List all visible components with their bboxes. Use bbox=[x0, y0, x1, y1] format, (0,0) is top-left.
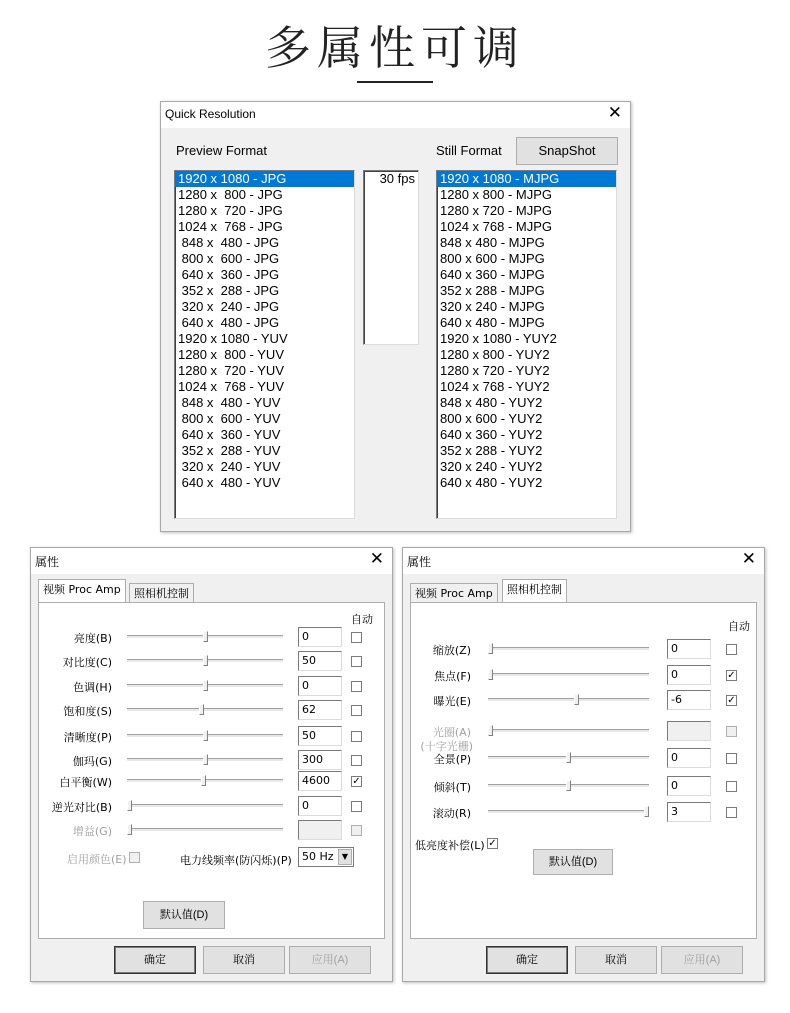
list-item[interactable]: 1920 x 1080 - MJPG bbox=[437, 171, 616, 187]
list-item[interactable]: 848 x 480 - JPG bbox=[178, 235, 280, 250]
list-item[interactable]: 640 x 360 - YUY2 bbox=[440, 427, 543, 442]
value-field[interactable]: 0 bbox=[667, 776, 711, 796]
preview-format-label: Preview Format bbox=[176, 143, 268, 158]
slider-thumb[interactable] bbox=[488, 669, 493, 680]
value-field[interactable]: 4600 bbox=[298, 771, 342, 791]
value-field[interactable]: 0 bbox=[298, 796, 342, 816]
list-item[interactable]: 352 x 288 - MJPG bbox=[440, 283, 545, 298]
list-item[interactable]: 1280 x 720 - MJPG bbox=[440, 203, 552, 218]
slider-thumb[interactable] bbox=[644, 806, 649, 817]
title-bar bbox=[161, 102, 630, 128]
list-item[interactable]: 800 x 600 - YUV bbox=[178, 411, 281, 426]
auto-checkbox[interactable] bbox=[351, 681, 362, 692]
row-label-secondary: (十字光栅) bbox=[420, 740, 473, 753]
list-item[interactable]: 352 x 288 - YUV bbox=[178, 443, 281, 458]
powerline-frequency-value: 50 Hz bbox=[302, 850, 334, 863]
value-field[interactable]: 3 bbox=[667, 802, 711, 822]
list-item[interactable]: 640 x 480 - YUY2 bbox=[440, 475, 543, 490]
close-icon[interactable]: ✕ bbox=[369, 549, 384, 569]
row-label: 曝光(E) bbox=[433, 695, 471, 708]
list-item[interactable]: 320 x 240 - JPG bbox=[178, 299, 280, 314]
list-item[interactable]: 1920 x 1080 - YUV bbox=[178, 331, 288, 346]
list-item[interactable]: 640 x 480 - JPG bbox=[178, 315, 280, 330]
row-label: 饱和度(S) bbox=[63, 705, 112, 718]
default-button[interactable]: 默认值(D) bbox=[533, 849, 613, 875]
slider-track[interactable] bbox=[127, 804, 283, 808]
slider-track[interactable] bbox=[488, 647, 649, 651]
properties-dialog-proc-amp bbox=[30, 547, 393, 982]
auto-checkbox[interactable] bbox=[351, 755, 362, 766]
slider-thumb[interactable] bbox=[199, 704, 204, 715]
row-label: 增益(G) bbox=[72, 825, 112, 838]
tab-video-proc-amp[interactable]: 视频 Proc Amp bbox=[410, 583, 498, 603]
powerline-frequency-select[interactable] bbox=[298, 847, 354, 867]
properties-dialog-camera-control bbox=[402, 547, 765, 982]
slider-thumb[interactable] bbox=[574, 694, 579, 705]
list-item[interactable]: 1280 x 720 - JPG bbox=[178, 203, 283, 218]
row-label: 倾斜(T) bbox=[433, 781, 471, 794]
list-item[interactable]: 320 x 240 - YUY2 bbox=[440, 459, 543, 474]
slider-thumb[interactable] bbox=[203, 730, 208, 741]
list-item[interactable]: 352 x 288 - JPG bbox=[178, 283, 280, 298]
list-item[interactable]: 1024 x 768 - JPG bbox=[178, 219, 283, 234]
slider-track[interactable] bbox=[127, 708, 283, 712]
slider-thumb[interactable] bbox=[566, 752, 571, 763]
cancel-button[interactable]: 取消 bbox=[203, 946, 285, 974]
slider-track[interactable] bbox=[488, 698, 649, 702]
list-item[interactable]: 1280 x 800 - MJPG bbox=[440, 187, 552, 202]
title-bar bbox=[31, 548, 392, 574]
tab-video-proc-amp[interactable]: 视频 Proc Amp bbox=[38, 579, 126, 602]
row-label: 滚动(R) bbox=[432, 807, 471, 820]
value-field bbox=[298, 820, 342, 840]
value-field[interactable]: 0 bbox=[298, 627, 342, 647]
auto-checkbox[interactable] bbox=[351, 731, 362, 742]
list-item[interactable]: 1280 x 720 - YUY2 bbox=[440, 363, 550, 378]
powerline-frequency-label: 电力线频率(防闪烁)(P) bbox=[180, 854, 292, 867]
auto-checkbox[interactable] bbox=[351, 632, 362, 643]
value-field[interactable]: 0 bbox=[667, 639, 711, 659]
list-item[interactable]: 640 x 360 - YUV bbox=[178, 427, 281, 442]
default-button[interactable]: 默认值(D) bbox=[143, 901, 225, 929]
slider-thumb[interactable] bbox=[203, 655, 208, 666]
list-item[interactable]: 848 x 480 - MJPG bbox=[440, 235, 545, 250]
list-item[interactable]: 800 x 600 - MJPG bbox=[440, 251, 545, 266]
chevron-down-icon[interactable]: ▼ bbox=[338, 849, 352, 865]
list-item[interactable]: 640 x 360 - MJPG bbox=[440, 267, 545, 282]
apply-button[interactable]: 应用(A) bbox=[289, 946, 371, 974]
list-item[interactable]: 1024 x 768 - MJPG bbox=[440, 219, 552, 234]
auto-checkbox[interactable] bbox=[726, 753, 737, 764]
preview-format-list[interactable] bbox=[174, 170, 355, 519]
row-label: 清晰度(P) bbox=[63, 731, 112, 744]
value-field[interactable]: 0 bbox=[667, 665, 711, 685]
fps-list[interactable] bbox=[363, 170, 419, 345]
tab-camera-control[interactable]: 照相机控制 bbox=[129, 583, 194, 603]
value-field[interactable]: 0 bbox=[667, 748, 711, 768]
row-label: 逆光对比(B) bbox=[51, 801, 112, 814]
color-enable-label: 启用颜色(E) bbox=[67, 853, 127, 866]
list-item[interactable]: 1280 x 720 - YUV bbox=[178, 363, 284, 378]
close-icon[interactable]: ✕ bbox=[741, 549, 756, 569]
row-label: 伽玛(G) bbox=[72, 755, 112, 768]
row-label: 白平衡(W) bbox=[59, 776, 112, 789]
list-item[interactable]: 352 x 288 - YUY2 bbox=[440, 443, 543, 458]
cancel-button[interactable]: 取消 bbox=[575, 946, 657, 974]
list-item[interactable]: 1280 x 800 - YUV bbox=[178, 347, 284, 362]
auto-checkbox[interactable]: ✓ bbox=[727, 695, 736, 706]
title-bar bbox=[403, 548, 764, 574]
close-icon[interactable]: ✕ bbox=[607, 103, 622, 123]
list-item[interactable]: 800 x 600 - YUY2 bbox=[440, 411, 543, 426]
slider-track[interactable] bbox=[488, 729, 649, 733]
value-field[interactable]: 50 bbox=[298, 651, 342, 671]
slider-track[interactable] bbox=[488, 673, 649, 677]
auto-checkbox[interactable] bbox=[351, 801, 362, 812]
row-label: 对比度(C) bbox=[62, 656, 112, 669]
list-item[interactable]: 1280 x 800 - YUY2 bbox=[440, 347, 550, 362]
list-item[interactable]: 640 x 480 - YUV bbox=[178, 475, 281, 490]
auto-column-header: 自动 bbox=[728, 620, 750, 633]
row-label: 色调(H) bbox=[73, 681, 112, 694]
snapshot-button[interactable]: SnapShot bbox=[516, 137, 618, 165]
list-item[interactable]: 800 x 600 - JPG bbox=[178, 251, 280, 266]
value-field[interactable]: -6 bbox=[667, 690, 711, 710]
list-item[interactable]: 848 x 480 - YUY2 bbox=[440, 395, 543, 410]
list-item[interactable]: 1920 x 1080 - YUY2 bbox=[440, 331, 557, 346]
auto-checkbox bbox=[726, 726, 737, 737]
ok-button[interactable]: 确定 bbox=[114, 946, 196, 974]
slider-thumb[interactable] bbox=[201, 775, 206, 786]
heading-underline bbox=[357, 81, 433, 83]
apply-button[interactable]: 应用(A) bbox=[661, 946, 743, 974]
row-label: 缩放(Z) bbox=[432, 644, 471, 657]
auto-checkbox[interactable] bbox=[726, 781, 737, 792]
list-item[interactable]: 1920 x 1080 - JPG bbox=[175, 171, 354, 187]
auto-column-header: 自动 bbox=[351, 613, 373, 626]
row-label: 全景(P) bbox=[433, 753, 471, 766]
list-item[interactable]: 320 x 240 - YUV bbox=[178, 459, 281, 474]
low-light-compensation-checkbox[interactable]: ✓ bbox=[488, 838, 497, 849]
list-item[interactable]: 1024 x 768 - YUV bbox=[178, 379, 284, 394]
slider-thumb[interactable] bbox=[566, 780, 571, 791]
slider-thumb[interactable] bbox=[488, 643, 493, 654]
ok-button[interactable]: 确定 bbox=[486, 946, 568, 974]
window-title: 属性 bbox=[407, 555, 432, 569]
list-item[interactable]: 1024 x 768 - YUY2 bbox=[440, 379, 550, 394]
auto-checkbox[interactable] bbox=[726, 807, 737, 818]
slider-track[interactable] bbox=[488, 810, 649, 814]
color-enable-checkbox bbox=[129, 852, 140, 863]
value-field[interactable]: 0 bbox=[298, 676, 342, 696]
slider-thumb bbox=[127, 824, 132, 835]
slider-thumb bbox=[488, 725, 493, 736]
auto-checkbox bbox=[351, 825, 362, 836]
slider-thumb[interactable] bbox=[203, 680, 208, 691]
auto-checkbox[interactable]: ✓ bbox=[727, 670, 736, 681]
auto-checkbox[interactable] bbox=[351, 705, 362, 716]
quick-resolution-window bbox=[160, 101, 631, 532]
window-title: Quick Resolution bbox=[165, 107, 256, 121]
still-format-label: Still Format bbox=[436, 143, 502, 158]
auto-checkbox[interactable] bbox=[726, 644, 737, 655]
list-item[interactable]: 640 x 480 - MJPG bbox=[440, 315, 545, 330]
slider-thumb[interactable] bbox=[127, 800, 132, 811]
window-title: 属性 bbox=[35, 555, 60, 569]
still-format-list[interactable] bbox=[436, 170, 617, 519]
value-field[interactable]: 62 bbox=[298, 700, 342, 720]
page-heading: 多属性可调 bbox=[265, 21, 525, 75]
row-label: 焦点(F) bbox=[434, 670, 471, 683]
slider-track[interactable] bbox=[127, 828, 283, 832]
value-field bbox=[667, 721, 711, 741]
value-field[interactable]: 300 bbox=[298, 750, 342, 770]
auto-checkbox[interactable] bbox=[351, 656, 362, 667]
slider-thumb[interactable] bbox=[203, 631, 208, 642]
tab-camera-control[interactable]: 照相机控制 bbox=[502, 579, 567, 602]
list-item[interactable]: 1280 x 800 - JPG bbox=[178, 187, 283, 202]
low-light-compensation-label: 低亮度补偿(L) bbox=[415, 839, 485, 852]
list-item[interactable]: 640 x 360 - JPG bbox=[178, 267, 280, 282]
value-field[interactable]: 50 bbox=[298, 726, 342, 746]
list-item[interactable]: 848 x 480 - YUV bbox=[178, 395, 281, 410]
row-label: 亮度(B) bbox=[73, 632, 112, 645]
slider-thumb[interactable] bbox=[203, 754, 208, 765]
row-label: 光圈(A) bbox=[432, 726, 471, 739]
list-item[interactable]: 320 x 240 - MJPG bbox=[440, 299, 545, 314]
fps-item[interactable]: 30 fps bbox=[379, 171, 415, 186]
auto-checkbox[interactable]: ✓ bbox=[352, 776, 361, 787]
